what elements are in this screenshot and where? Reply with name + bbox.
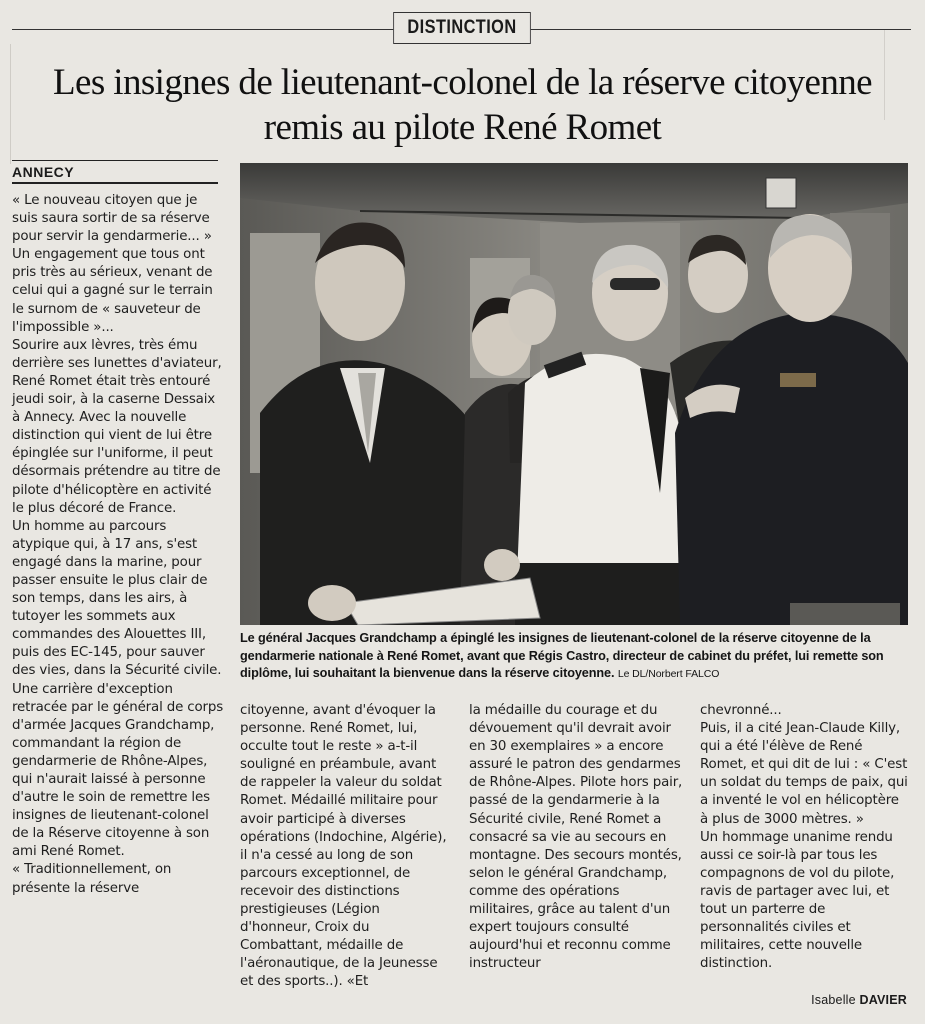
article-headline: [14, 60, 911, 150]
caption-text: Le général Jacques Grandchamp a épinglé les insignes de lieutenant-colonel de la réserve citoyenne de la gendarmerie nationale à René Romet, avant que Régis Castro, directeur de cabinet du préfet, lui remette son diplôme, lui souhaitant la bienvenue dans la réserve citoyenne.: [240, 631, 884, 680]
dateline-rule: [12, 160, 218, 161]
adjacent-page-edge-left: [0, 44, 11, 164]
author-last-name: DAVIER: [859, 993, 907, 1007]
paragraph: chevronné...: [700, 703, 782, 718]
photo-caption: [240, 630, 910, 684]
paragraph: Sourire aux lèvres, très ému derrière ses lunettes d'aviateur, René Romet était très entouré jeudi soir, à la caserne Dessaix à Annecy. Avec la nouvelle distinction qui vient de lui être épinglée sur l'uniforme, il peut désormais prétendre au titre de pilote d'hélicoptère en activité le plus décoré de France.: [12, 337, 222, 516]
paragraph: Puis, il a cité Jean-Claude Killy, qui a été l'élève de René Romet, et qui dit de lui : « C'est un soldat du temps de paix, qui a inventé le vol en hélicoptère à plus de 3000 mètres. »: [700, 721, 908, 827]
headline-line-2: remis au pilote René Romet: [263, 107, 662, 148]
article-column-1: [12, 192, 224, 898]
paragraph: citoyenne, avant d'évoquer la personne. René Romet, lui, occulte tout le reste » a-t-il souligné en préambule, avant de rappeler la valeur du soldat Romet. Médaillé militaire pour avoir participé à diverses opérations (Indochine, Algérie), il n'a cessé au long de son parcours exceptionnel, de recevoir des distinctions prestigieuses (Légion d'honneur, Croix du Combattant, médaille de l'aéronautique, de la Jeunesse et des sports..). «Et: [240, 703, 447, 990]
paragraph: Un hommage unanime rendu aussi ce soir-là par tous les compagnons de vol du pilote, ravis de partager avec lui, et tout un parterre de personnalités civiles et militaires, cette nouvelle distinction.: [700, 829, 895, 972]
dateline-city: ANNECY: [12, 164, 218, 184]
section-rubric: DISTINCTION: [393, 12, 531, 44]
paragraph: la médaille du courage et du dévouement qu'il devrait avoir en 30 exemplaires » a encore assuré le patron des gendarmes de Rhône-Alpes. Pilote hors pair, passé de la gendarmerie à la Sécurité civile, René Romet a consacré sa vie au secours en montagne. Des secours montés, selon le général Grandchamp, comme des opérations militaires, grâce au talent d'un expert toujours consulté aujourd'hui et reconnu comme instructeur: [469, 703, 683, 972]
paragraph: « Traditionnellement, on présente la réserve: [12, 862, 172, 896]
article-column-3: [469, 702, 683, 973]
author-byline: [811, 993, 907, 1007]
paragraph: Un homme au parcours atypique qui, à 17 ans, s'est engagé dans la marine, pour passer ensuite le plus clair de son temps, dans les airs, à tutoyer les sommets aux commandes des Alouettes III, puis des EC-145, pour sauver des vies, dans la Sécurité civile. Une carrière d'exception retracée par le général de corps d'armée Jacques Grandchamp, commandant la région de gendarmerie de Rhône-Alpes, qui n'aurait laissé à personne d'autre le soin de remettre les insignes de lieutenant-colonel de la Réserve citoyenne à son ami René Romet.: [12, 518, 224, 860]
paragraph: « Le nouveau citoyen que je suis saura sortir de sa réserve pour servir la gendarmerie... » Un engagement que tous ont pris très au sérieux, venant de celui qui a gagné sur le terrain le surnom de « sauveteur de l'impossible »...: [12, 193, 213, 335]
photo-illustration: [240, 163, 908, 625]
photo-credit: Le DL/Norbert FALCO: [617, 668, 720, 680]
headline-line-1: Les insignes de lieutenant-colonel de la réserve citoyenne: [53, 62, 872, 103]
author-first-name: Isabelle: [811, 993, 856, 1007]
article-column-2: [240, 702, 450, 992]
article-photo: [240, 163, 908, 625]
article-column-4: [700, 702, 910, 973]
